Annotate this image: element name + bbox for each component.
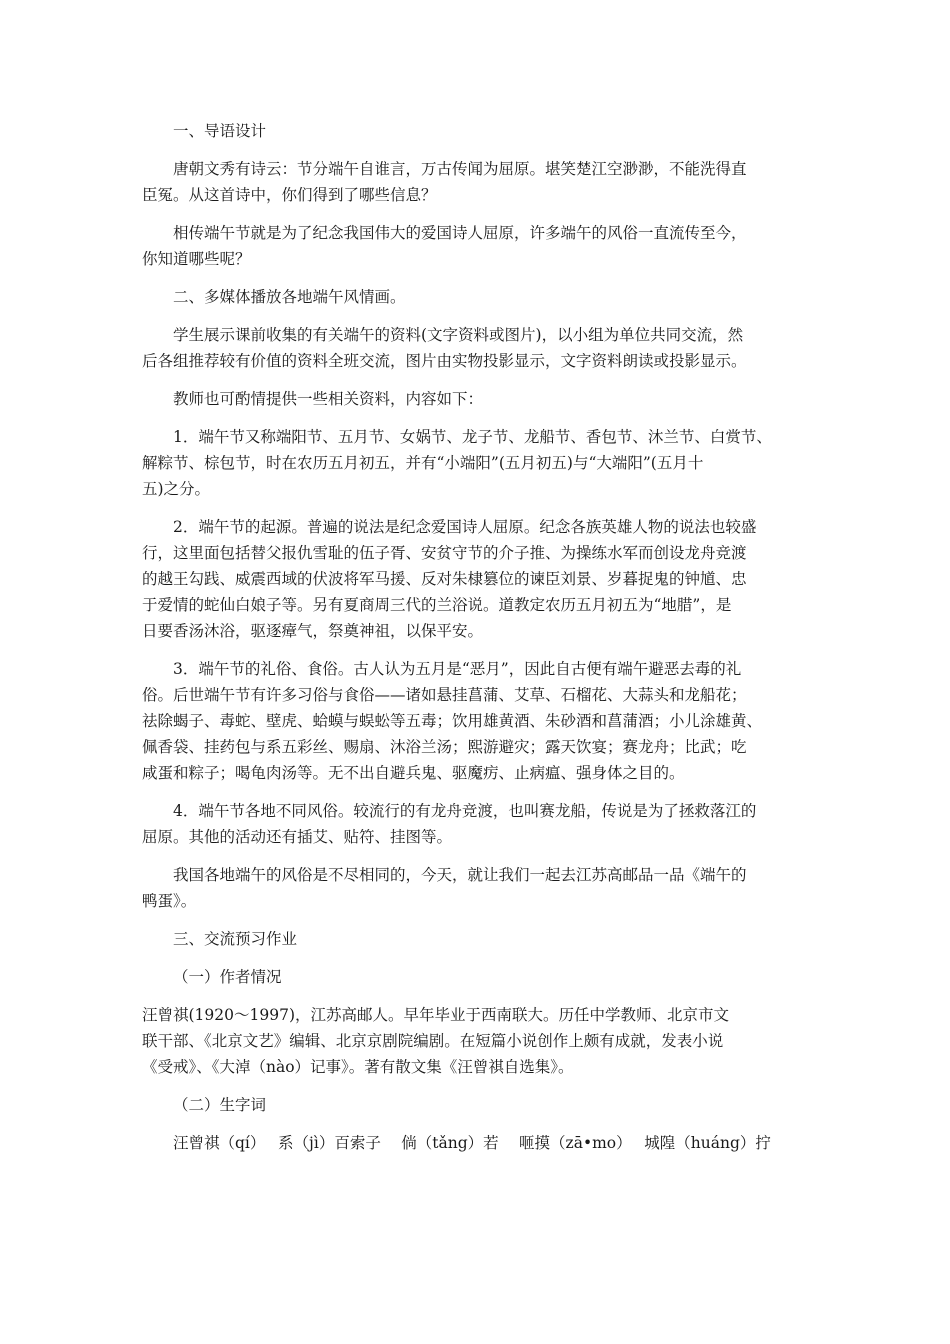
section-heading-h3 xyxy=(142,926,822,952)
text-line: 俗。后世端午节有许多习俗与食俗——诸如悬挂菖蒲、艾草、石榴花、大蒜头和龙船花； xyxy=(142,686,747,704)
text-line: （一）作者情况 xyxy=(173,968,282,986)
paragraph-p7 xyxy=(142,656,822,786)
text-line: 祛除蝎子、毒蛇、壁虎、蛤蟆与蜈蚣等五毒；饮用雄黄酒、朱砂酒和菖蒲酒；小儿涂雄黄、 xyxy=(142,712,763,730)
text-line: 后各组推荐较有价值的资料全班交流，图片由实物投影显示，文字资料朗读或投影显示。 xyxy=(142,352,747,370)
text-line: 行，这里面包括替父报仇雪耻的伍子胥、安贫守节的介子推、为操练水军而创设龙舟竞渡 xyxy=(142,544,747,562)
paragraph-p2 xyxy=(142,220,822,272)
text-line: 一、导语设计 xyxy=(173,122,267,140)
text-line: 《受戒》、《大淖（nào）记事》。著有散文集《汪曾祺自选集》。 xyxy=(142,1058,574,1076)
paragraph-p5 xyxy=(142,424,822,502)
text-line: （二）生字词 xyxy=(173,1096,267,1114)
section-heading-h2 xyxy=(142,284,822,310)
text-line: 于爱情的蛇仙白娘子等。另有夏商周三代的兰浴说。道教定农历五月初五为“地腊”，是 xyxy=(142,596,732,614)
section-heading-h1 xyxy=(142,118,822,144)
text-line: 我国各地端午的风俗是不尽相同的，今天，就让我们一起去江苏高邮品一品《端午的 xyxy=(173,866,747,884)
text-line: 日要香汤沐浴，驱逐瘴气，祭奠神祖，以保平安。 xyxy=(142,622,484,640)
text-line: 学生展示课前收集的有关端午的资料(文字资料或图片)，以小组为单位共同交流，然 xyxy=(173,326,744,344)
paragraph-p10 xyxy=(142,1002,822,1080)
paragraph-p4 xyxy=(142,386,822,412)
text-line: 你知道哪些呢？ xyxy=(142,250,251,268)
text-line: 的越王勾践、威震西域的伏波将军马援、反对朱棣篡位的谏臣刘景、岁暮捉鬼的钟馗、忠 xyxy=(142,570,747,588)
text-line: 五)之分。 xyxy=(142,480,211,498)
text-line: 咸蛋和粽子；喝龟肉汤等。无不出自避兵鬼、驱魔疠、止病瘟、强身体之目的。 xyxy=(142,764,685,782)
text-line: 鸭蛋》。 xyxy=(142,892,197,910)
paragraph-p8 xyxy=(142,798,822,850)
text-line: 联干部、《北京文艺》编辑、北京京剧院编剧。在短篇小说创作上颇有成就，发表小说 xyxy=(142,1032,724,1050)
text-line: 相传端午节就是为了纪念我国伟大的爱国诗人屈原，许多端午的风俗一直流传至今， xyxy=(173,224,747,242)
text-line: 2．端午节的起源。普遍的说法是纪念爱国诗人屈原。纪念各族英雄人物的说法也较盛 xyxy=(173,518,757,536)
text-line: 汪曾祺（qí） 系（jì）百索子 倘（tǎng）若 咂摸（zā•mo） 城隍（huáng）拧 xyxy=(173,1134,771,1152)
text-line: 4．端午节各地不同风俗。较流行的有龙舟竞渡，也叫赛龙船，传说是为了拯救落江的 xyxy=(173,802,757,820)
paragraph-p11 xyxy=(142,1130,822,1156)
text-line: 屈原。其他的活动还有插艾、贴符、挂图等。 xyxy=(142,828,453,846)
document-body xyxy=(142,118,822,1168)
paragraph-p6 xyxy=(142,514,822,644)
text-line: 二、多媒体播放各地端午风情画。 xyxy=(173,288,406,306)
text-line: 三、交流预习作业 xyxy=(173,930,298,948)
section-heading-h4 xyxy=(142,964,822,990)
text-line: 唐朝文秀有诗云：节分端午自谁言，万古传闻为屈原。堪笑楚江空渺渺，不能洗得直 xyxy=(173,160,747,178)
text-line: 1．端午节又称端阳节、五月节、女娲节、龙子节、龙船节、香包节、沐兰节、白赏节、 xyxy=(173,428,772,446)
text-line: 教师也可酌情提供一些相关资料，内容如下： xyxy=(173,390,484,408)
section-heading-h5 xyxy=(142,1092,822,1118)
text-line: 汪曾祺(1920～1997)，江苏高邮人。早年毕业于西南联大。历任中学教师、北京市文 xyxy=(142,1006,729,1024)
paragraph-p9 xyxy=(142,862,822,914)
text-line: 佩香袋、挂药包与系五彩丝、赐扇、沐浴兰汤；熙游避灾；露天饮宴；赛龙舟；比武；吃 xyxy=(142,738,747,756)
paragraph-p3 xyxy=(142,322,822,374)
text-line: 3．端午节的礼俗、食俗。古人认为五月是“恶月”，因此自古便有端午避恶去毒的礼 xyxy=(173,660,742,678)
paragraph-p1 xyxy=(142,156,822,208)
text-line: 解粽节、棕包节，时在农历五月初五，并有“小端阳”(五月初五)与“大端阳”(五月十 xyxy=(142,454,704,472)
text-line: 臣冤。从这首诗中，你们得到了哪些信息？ xyxy=(142,186,437,204)
